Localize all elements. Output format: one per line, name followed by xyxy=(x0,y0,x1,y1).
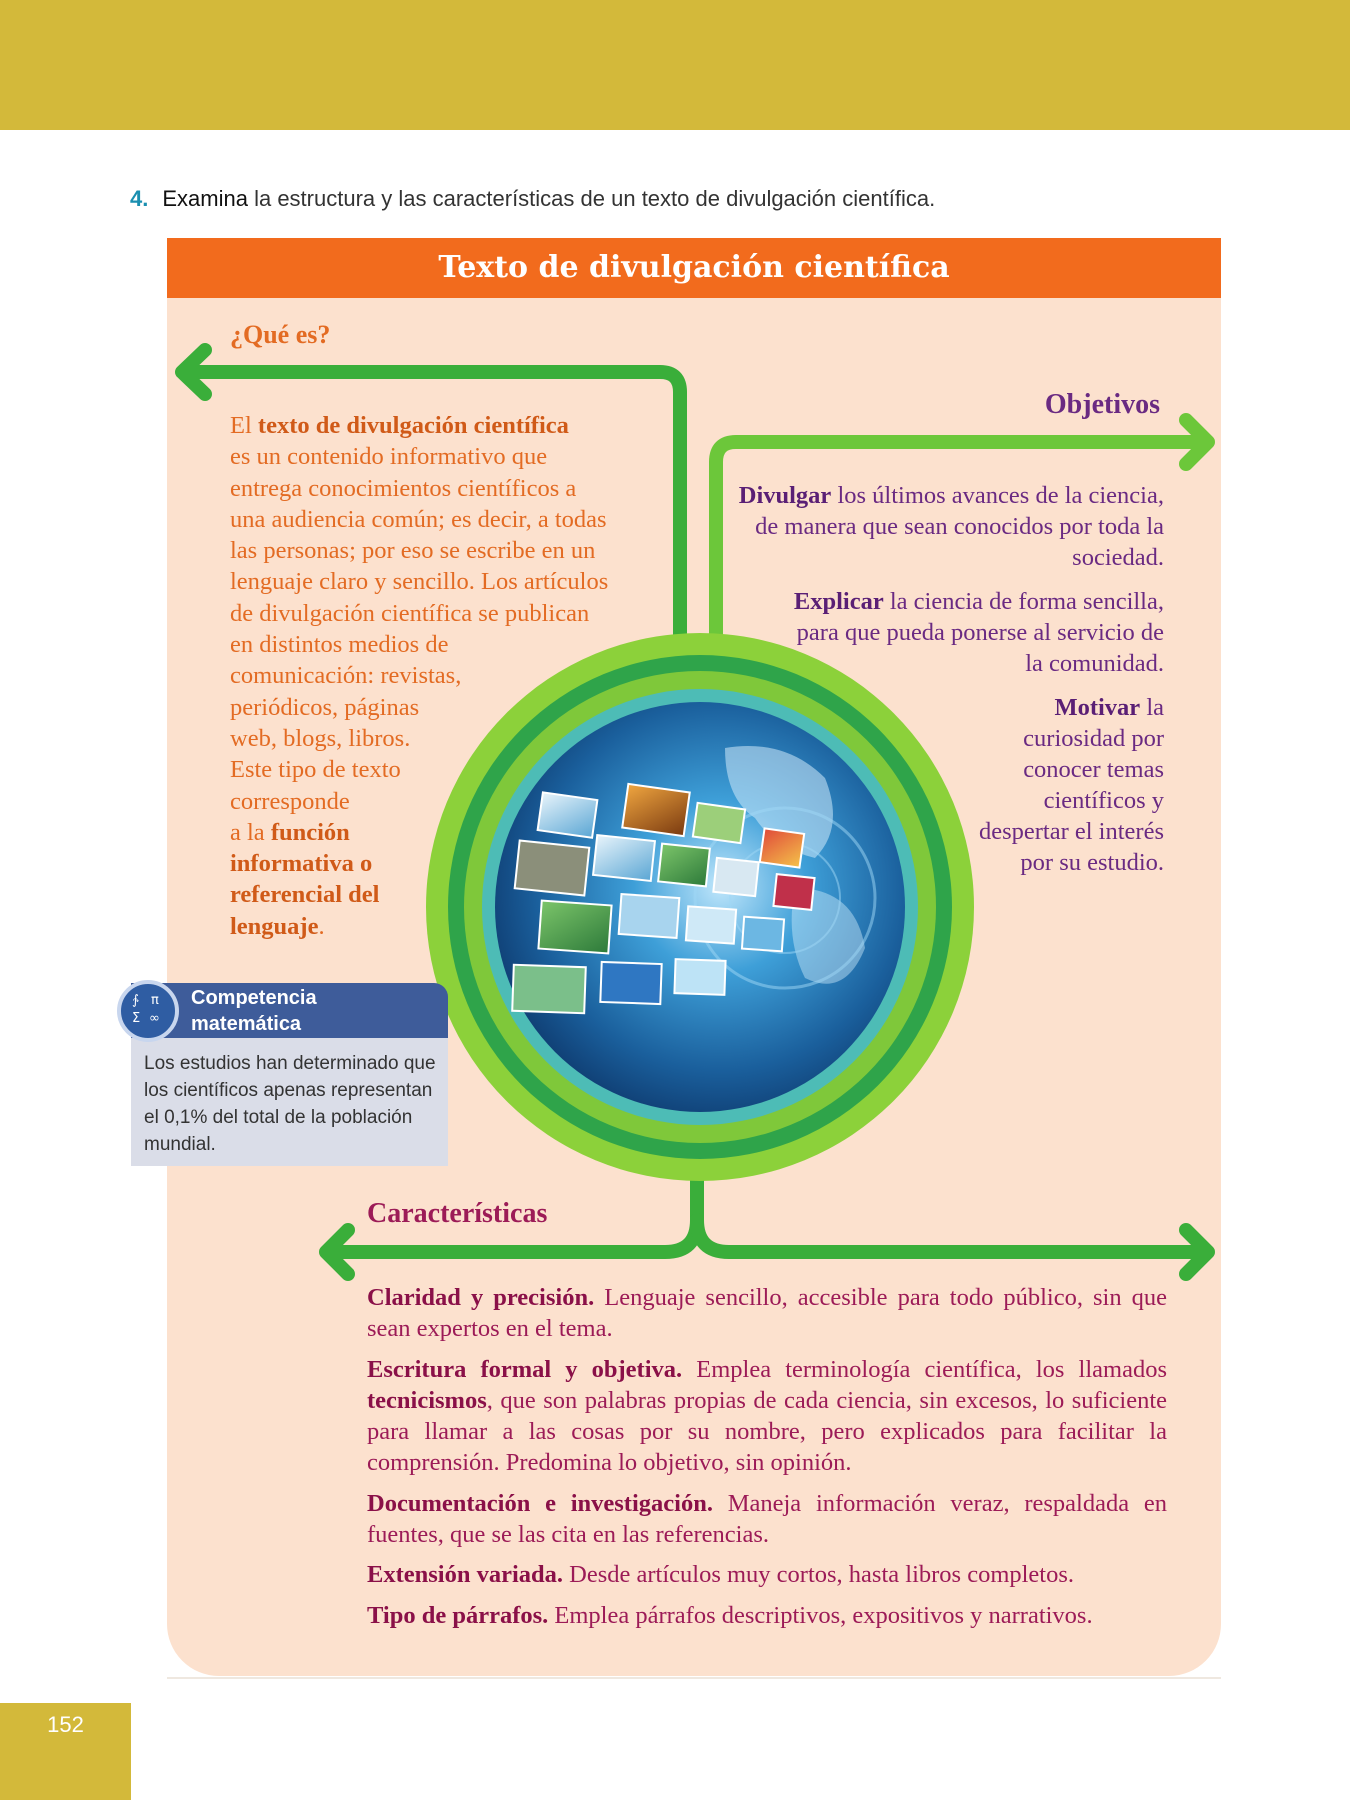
que-es-line-9: comunicación: revistas, xyxy=(230,662,462,690)
que-es-line-17: lenguaje. xyxy=(230,912,325,940)
caracteristicas-list xyxy=(367,1282,1167,1640)
competencia-title: Competencia matemática xyxy=(191,987,317,1035)
competencia-body: Los estudios han determinado que los científicos apenas representan el 0,1% del total de la población mundial. xyxy=(144,1053,436,1155)
activity-number: 4. xyxy=(130,186,149,211)
caracteristicas-arrow-right xyxy=(697,1220,1205,1252)
que-es-line-1: El texto de divulgación científica xyxy=(230,412,569,439)
instruction-verb: Examina xyxy=(162,186,248,211)
caracteristica-item: Documentación e investigación. Maneja información veraz, respaldada en fuentes, que se las cita en las referencias. xyxy=(367,1489,1167,1549)
que-es-line-15: informativa o xyxy=(230,850,373,878)
math-symbols-icon: ∱ π Σ ∞ xyxy=(117,980,179,1042)
que-es-line-7: de divulgación científica se publican xyxy=(230,599,590,627)
que-es-line-16: referencial del xyxy=(230,881,380,909)
caracteristica-item: Claridad y precisión. Lenguaje sencillo, accesible para todo público, sin que sean expertos en el tema. xyxy=(367,1284,1167,1343)
que-es-line-12: Este tipo de texto xyxy=(230,756,401,784)
que-es-line-11: web, blogs, libros. xyxy=(230,724,411,752)
objetivo-item: Motivar la curiosidad por conocer temas científicos y despertar el interés por su estudio. xyxy=(978,694,1164,876)
objetivos-list xyxy=(724,480,1164,891)
que-es-line-6: lenguaje claro y sencillo. Los artículos xyxy=(230,568,609,596)
page-number: 152 xyxy=(47,1712,84,1737)
que-es-line-2: es un contenido informativo que xyxy=(230,443,548,471)
objetivos-heading: Objetivos xyxy=(1044,389,1160,420)
que-es-heading: ¿Qué es? xyxy=(230,320,331,349)
panel-title: Texto de divulgación científica xyxy=(167,238,1221,298)
que-es-line-14: a la función xyxy=(230,818,350,846)
objetivo-item: Divulgar los últimos avances de la ciencia, de manera que sean conocidos por toda la sociedad. xyxy=(738,482,1164,571)
que-es-line-3: entrega conocimientos científicos a xyxy=(230,474,577,502)
caracteristica-item: Extensión variada. Desde artículos muy cortos, hasta libros completos. xyxy=(367,1561,1075,1589)
que-es-line-13: corresponde xyxy=(230,787,350,815)
caracteristica-item: Tipo de párrafos. Emplea párrafos descriptivos, expositivos y narrativos. xyxy=(367,1601,1093,1629)
que-es-line-4: una audiencia común; es decir, a todas xyxy=(230,505,607,533)
que-es-line-5: las personas; por eso se escribe en un xyxy=(230,537,596,565)
caracteristica-item: Escritura formal y objetiva. Emplea terminología científica, los llamados tecnicismos, que son palabras propias de cada ciencia, sin excesos, lo suficiente para llamar a las cosas por su nombre, pero explicados para facilitar la comprensión. Predomina lo objetivo, sin opinión. xyxy=(367,1355,1167,1477)
que-es-text xyxy=(230,410,608,942)
que-es-line-8: en distintos medios de xyxy=(230,631,449,659)
que-es-line-10: periódicos, páginas xyxy=(230,693,420,721)
caracteristicas-heading: Características xyxy=(367,1198,548,1229)
instruction-text: la estructura y las características de un texto de divulgación científica. xyxy=(254,186,936,211)
objetivo-item: Explicar la ciencia de forma sencilla, para que pueda ponerse al servicio de la comunidad. xyxy=(793,588,1164,677)
